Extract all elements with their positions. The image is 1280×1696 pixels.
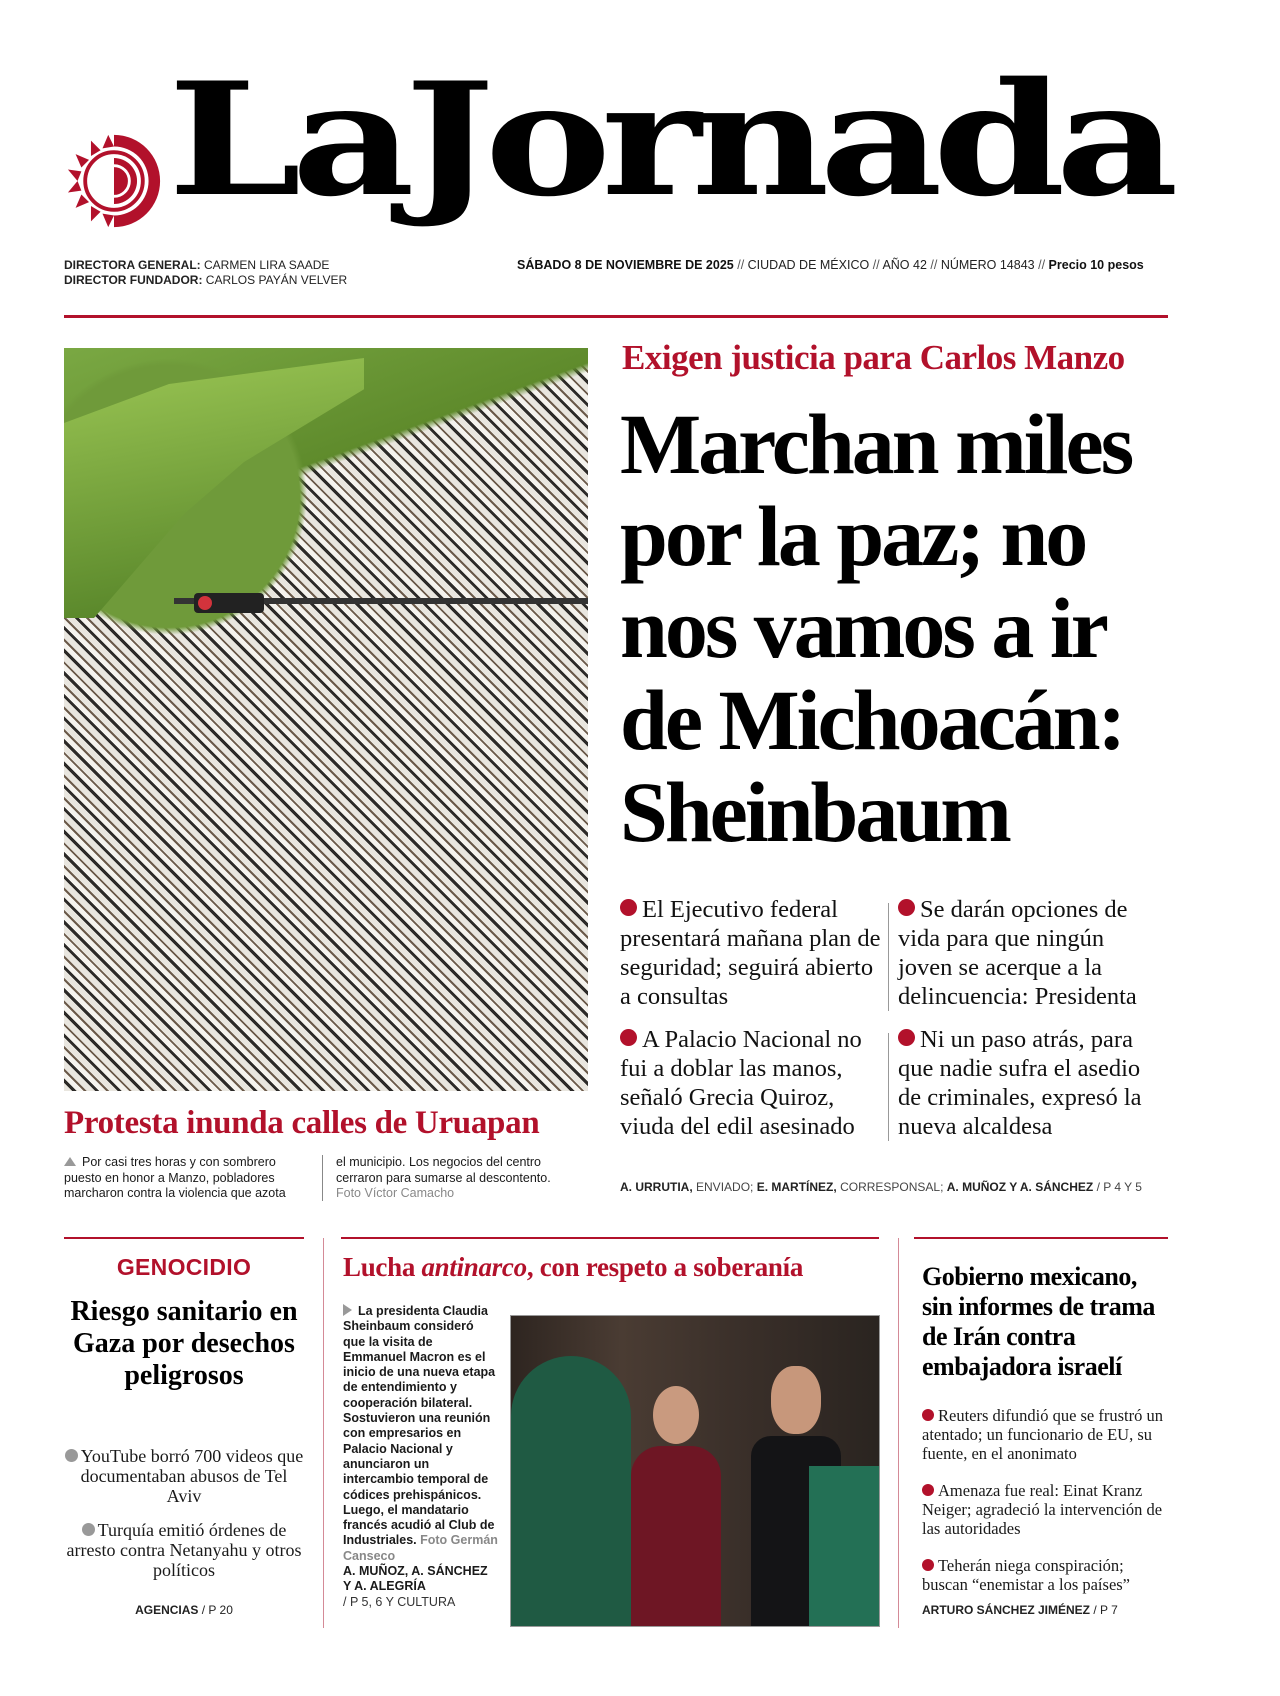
iran-bullet: Reuters difundió que se frustró un atentado; un funcionario de EU, su fuente, en el anonimato [922, 1406, 1163, 1463]
photo-headline[interactable]: Protesta inunda calles de Uruapan [64, 1105, 540, 1141]
column-divider [898, 1238, 899, 1628]
credit-name: CARMEN LIRA SAADE [204, 258, 330, 272]
photo-guard [511, 1356, 631, 1627]
bullet-dot-icon [620, 899, 637, 916]
issue-number: NÚMERO 14843 [940, 258, 1035, 272]
triangle-right-icon [343, 1304, 352, 1316]
caption-divider [322, 1155, 323, 1201]
column-divider [323, 1238, 324, 1628]
photo-caption-col2: el municipio. Los negocios del centro cerraron para sumarse al descontento. Foto Víctor Camacho [336, 1155, 551, 1200]
photo-sheinbaum-macron[interactable] [510, 1315, 880, 1627]
lead-headline[interactable]: Marchan miles por la paz; no nos vamos a ir de Michoacán: Sheinbaum [620, 396, 1132, 860]
bullet-dot-icon [65, 1449, 78, 1462]
gaza-bullet: Turquía emitió órdenes de arresto contra Netanyahu y otros políticos [66, 1520, 302, 1580]
page-ref[interactable]: / P 5, 6 Y CULTURA [343, 1594, 456, 1609]
iran-bullets [922, 1406, 1172, 1612]
photo-caption-col1: Por casi tres horas y con sombrero puesto en honor a Manzo, pobladores marcharon contra la violencia que azota [64, 1155, 286, 1200]
issue-year: AÑO 42 [882, 258, 927, 272]
sun-logo-icon [66, 133, 162, 229]
page-ref[interactable]: / P 4 Y 5 [1096, 1180, 1142, 1194]
macron-headline[interactable]: Lucha antinarco, con respeto a soberanía [343, 1252, 804, 1282]
bullet-divider [888, 903, 889, 1011]
credit-role: DIRECTORA GENERAL: [64, 258, 201, 272]
photo-macron-head [771, 1366, 821, 1434]
photo-credit: Foto Víctor Camacho [336, 1186, 455, 1200]
triangle-up-icon [64, 1157, 76, 1166]
credit-role: DIRECTOR FUNDADOR: [64, 273, 203, 287]
masthead-title: LaJornada [168, 48, 1169, 231]
masthead-divider [64, 315, 1168, 318]
section-rule [64, 1237, 304, 1239]
gaza-byline: AGENCIAS / P 20 [135, 1603, 233, 1617]
gaza-bullet: YouTube borró 700 videos que documentaban abusos de Tel Aviv [64, 1446, 304, 1506]
lead-bullet: El Ejecutivo federal presentará mañana plan de seguridad; seguirá abierto a consultas [620, 896, 881, 1010]
lead-bullet: Ni un paso atrás, para que nadie sufra el asedio de criminales, expresó la nueva alcaldesa [898, 1026, 1142, 1140]
photo-traffic-light [194, 593, 264, 613]
bullet-divider [888, 1033, 889, 1141]
photo-sheinbaum-head [653, 1386, 699, 1444]
bullet-dot-icon [922, 1484, 934, 1496]
section-rule [914, 1237, 1168, 1239]
lead-kicker[interactable]: Exigen justicia para Carlos Manzo [622, 338, 1125, 377]
bullet-dot-icon [620, 1029, 637, 1046]
gaza-headline[interactable]: Riesgo sanitario en Gaza por desechos peligrosos [70, 1296, 298, 1391]
gaza-bullets [64, 1446, 304, 1594]
masthead-credits [64, 258, 347, 288]
iran-byline: ARTURO SÁNCHEZ JIMÉNEZ / P 7 [922, 1603, 1118, 1617]
macron-body: La presidenta Claudia Sheinbaum consideró que la visita de Emmanuel Macron es el inicio de una nueva etapa de entendimiento y cooperación bilateral. Sostuvieron una reunión con empresarios en Palacio Nacional y anunciaron un intercambio temporal de códices prehispánicos. Luego, el mandatario francés acudió al Club de Industriales. Foto Germán Canseco A. MUÑOZ, A. SÁNCHEZ Y A. ALEGRÍA / P 5, 6 Y CULTURA [343, 1304, 498, 1609]
macron-byline: A. MUÑOZ, A. SÁNCHEZ Y A. ALEGRÍA [343, 1564, 488, 1594]
iran-bullet: Amenaza fue real: Einat Kranz Neiger; agradeció la intervención de las autoridades [922, 1481, 1163, 1538]
page-ref[interactable]: / P 20 [201, 1603, 233, 1617]
lead-bullet: Se darán opciones de vida para que ningún joven se acerque a la delincuencia: Presidenta [898, 896, 1137, 1010]
bullet-dot-icon [898, 899, 915, 916]
photo-guard [809, 1466, 879, 1627]
dateline: SÁBADO 8 DE NOVIEMBRE DE 2025 // CIUDAD DE MÉXICO // AÑO 42 // NÚMERO 14843 // Precio 10 pesos [517, 258, 1144, 272]
bullet-dot-icon [922, 1409, 934, 1421]
page-ref[interactable]: / P 7 [1093, 1603, 1118, 1617]
iran-headline[interactable]: Gobierno mexicano, sin informes de trama de Irán contra embajadora israelí [922, 1262, 1155, 1381]
gaza-section-label: GENOCIDIO [116, 1254, 252, 1280]
issue-date: SÁBADO 8 DE NOVIEMBRE DE 2025 [517, 258, 734, 272]
bullet-dot-icon [898, 1029, 915, 1046]
lead-bullet: A Palacio Nacional no fui a doblar las manos, señaló Grecia Quiroz, viuda del edil asesinado [620, 1026, 862, 1140]
photo-hedge [64, 358, 364, 618]
lead-photo-march[interactable] [64, 348, 588, 1091]
lead-byline: A. URRUTIA, ENVIADO; E. MARTÍNEZ, CORRESPONSAL; A. MUÑOZ Y A. SÁNCHEZ / P 4 Y 5 [620, 1180, 1142, 1194]
issue-price: Precio 10 pesos [1048, 258, 1144, 272]
credit-name: CARLOS PAYÁN VELVER [205, 273, 348, 287]
photo-credit: Foto Germán Canseco [343, 1533, 498, 1563]
photo-sheinbaum [631, 1446, 721, 1627]
issue-city: CIUDAD DE MÉXICO [747, 258, 870, 272]
bullet-dot-icon [82, 1523, 95, 1536]
bullet-dot-icon [922, 1559, 934, 1571]
section-rule [341, 1237, 879, 1239]
iran-bullet: Teherán niega conspiración; buscan “enemistar a los países” [922, 1556, 1131, 1594]
